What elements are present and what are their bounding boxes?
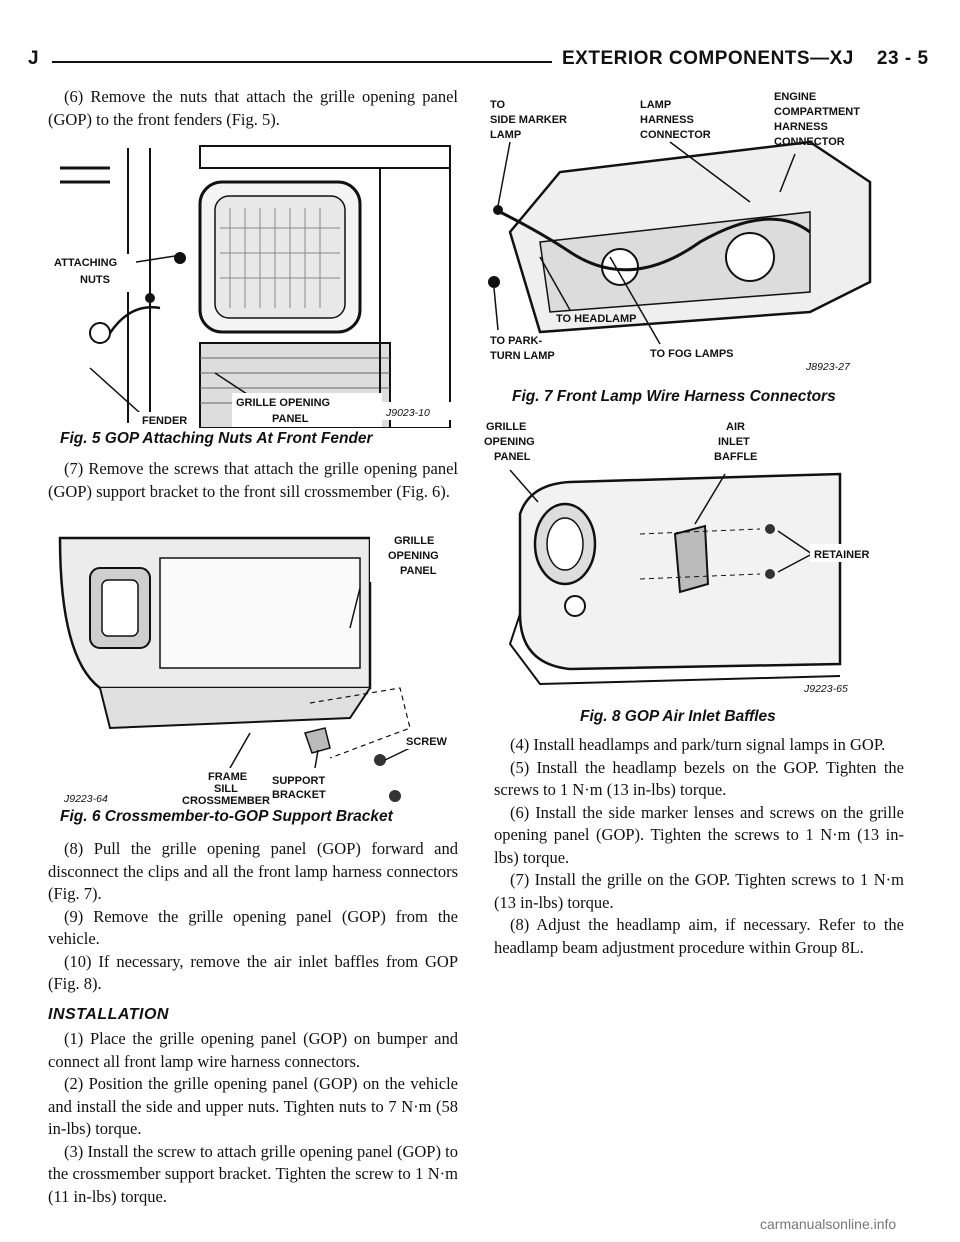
left-text-step7 [48,458,458,503]
header-chapter-letter: J [28,48,40,69]
fig7-label-park: TO PARK- [490,335,543,347]
fig8-label-panel: PANEL [494,451,531,463]
right-text [494,734,904,959]
fig5-label-attaching: ATTACHING [54,257,118,269]
header-rule [52,61,552,63]
fig5-label-nuts: NUTS [80,274,110,286]
fig8-label-baffle: BAFFLE [714,451,758,463]
fig7-label-compartment: COMPARTMENT [774,106,860,118]
install-step-2: (2) Position the grille opening panel (GOP) on the vehicle and install the side and upper nuts. Tighten nuts to 7 N·m (58 in-lbs) torque. [48,1074,458,1138]
install-step-4: (4) Install headlamps and park/turn signal lamps in GOP. [510,735,886,754]
fig7-label-fog-lamps: TO FOG LAMPS [650,348,734,360]
figure-5-drawing [50,138,460,428]
fig5-label-panel: PANEL [272,413,309,425]
fig7-label-connector: CONNECTOR [774,136,845,148]
fig6-label-opening: OPENING [388,550,439,562]
fig7-label-turn-lamp: TURN LAMP [490,350,555,362]
fig6-label-sill: SILL [214,783,238,795]
fig8-code: J9223-65 [804,683,848,695]
fig8-label-air: AIR [726,421,745,433]
fig7-code: J8923-27 [806,361,850,373]
install-step-6: (6) Install the side marker lenses and screws on the grille opening panel (GOP). Tighten the screws to 1 N·m (13 in-lbs) torque. [494,802,904,867]
fig8-label-opening: OPENING [484,436,535,448]
fig5-label-grille-opening: GRILLE OPENING [236,397,331,409]
fig6-label-frame: FRAME [208,771,248,783]
install-step-3: (3) Install the screw to attach grille opening panel (GOP) to the crossmember support bracket. Tighten the screw to 1 N·m (11 in-lbs) torque. [48,1141,458,1206]
header-title: EXTERIOR COMPONENTS—XJ 23 - 5 [562,48,929,69]
install-step-5: (5) Install the headlamp bezels on the GOP. Tighten the screws to 1 N·m (13 in-lbs) torque. [494,757,904,799]
installation-heading: INSTALLATION [48,1005,169,1023]
left-text-bottom [48,838,458,1208]
fig7-label-side-marker: SIDE MARKER [490,114,568,126]
fig7-label-headlamp: TO HEADLAMP [556,313,637,325]
fig7-label-lamp-harness-2: HARNESS [640,114,694,126]
fig7-label-lamp-harness-3: CONNECTOR [640,129,711,141]
figure-8-drawing [480,414,890,704]
fig6-label-crossmember: CROSSMEMBER [182,795,271,806]
figure-7-caption: Fig. 7 Front Lamp Wire Harness Connectors [512,388,836,405]
fig5-code: J9023-10 [386,407,430,419]
figure-6-caption: Fig. 6 Crossmember-to-GOP Support Bracket [60,808,393,825]
fig5-label-fender: FENDER [142,415,188,427]
fig7-label-to: TO [490,99,506,111]
fig7-label-harness: HARNESS [774,121,828,133]
fig8-label-retainer: RETAINER [814,549,870,561]
step-remove-nuts: (6) Remove the nuts that attach the grille opening panel (GOP) to the front fenders (Fig. 5). [48,87,458,129]
step-remove-baffles: (10) If necessary, remove the air inlet baffles from GOP (Fig. 8). [48,951,458,993]
watermark: carmanualsonline.info [760,1216,897,1232]
figure-6-drawing [50,528,460,806]
left-text-top [48,86,458,131]
fig6-label-panel: PANEL [400,565,437,577]
fig7-label-lamp-harness-1: LAMP [640,99,672,111]
figure-5-caption: Fig. 5 GOP Attaching Nuts At Front Fender [60,430,373,447]
fig6-label-screw: SCREW [406,736,447,748]
step-remove-screws: (7) Remove the screws that attach the grille opening panel (GOP) support bracket to the front sill crossmember (Fig. 6). [48,459,458,501]
fig6-code: J9223-64 [64,793,108,805]
install-step-8: (8) Adjust the headlamp aim, if necessary. Refer to the headlamp beam adjustment procedure within Group 8L. [494,915,904,957]
figure-8-caption: Fig. 8 GOP Air Inlet Baffles [580,708,776,725]
step-pull-gop: (8) Pull the grille opening panel (GOP) forward and disconnect the clips and all the front lamp harness connectors (Fig. 7). [48,839,458,903]
step-remove-gop: (9) Remove the grille opening panel (GOP) from the vehicle. [48,906,458,948]
fig6-label-bracket: BRACKET [272,789,326,801]
fig8-label-inlet: INLET [718,436,750,448]
fig8-label-grille: GRILLE [486,421,527,433]
install-step-7: (7) Install the grille on the GOP. Tighten screws to 1 N·m (13 in-lbs) torque. [494,870,904,912]
figure-7-drawing [480,82,890,382]
fig7-label-lamp: LAMP [490,129,522,141]
fig7-label-engine: ENGINE [774,91,817,103]
fig6-label-support: SUPPORT [272,775,326,787]
install-step-1: (1) Place the grille opening panel (GOP) on bumper and connect all front lamp wire harness connectors. [48,1029,458,1071]
fig6-label-grille: GRILLE [394,535,435,547]
